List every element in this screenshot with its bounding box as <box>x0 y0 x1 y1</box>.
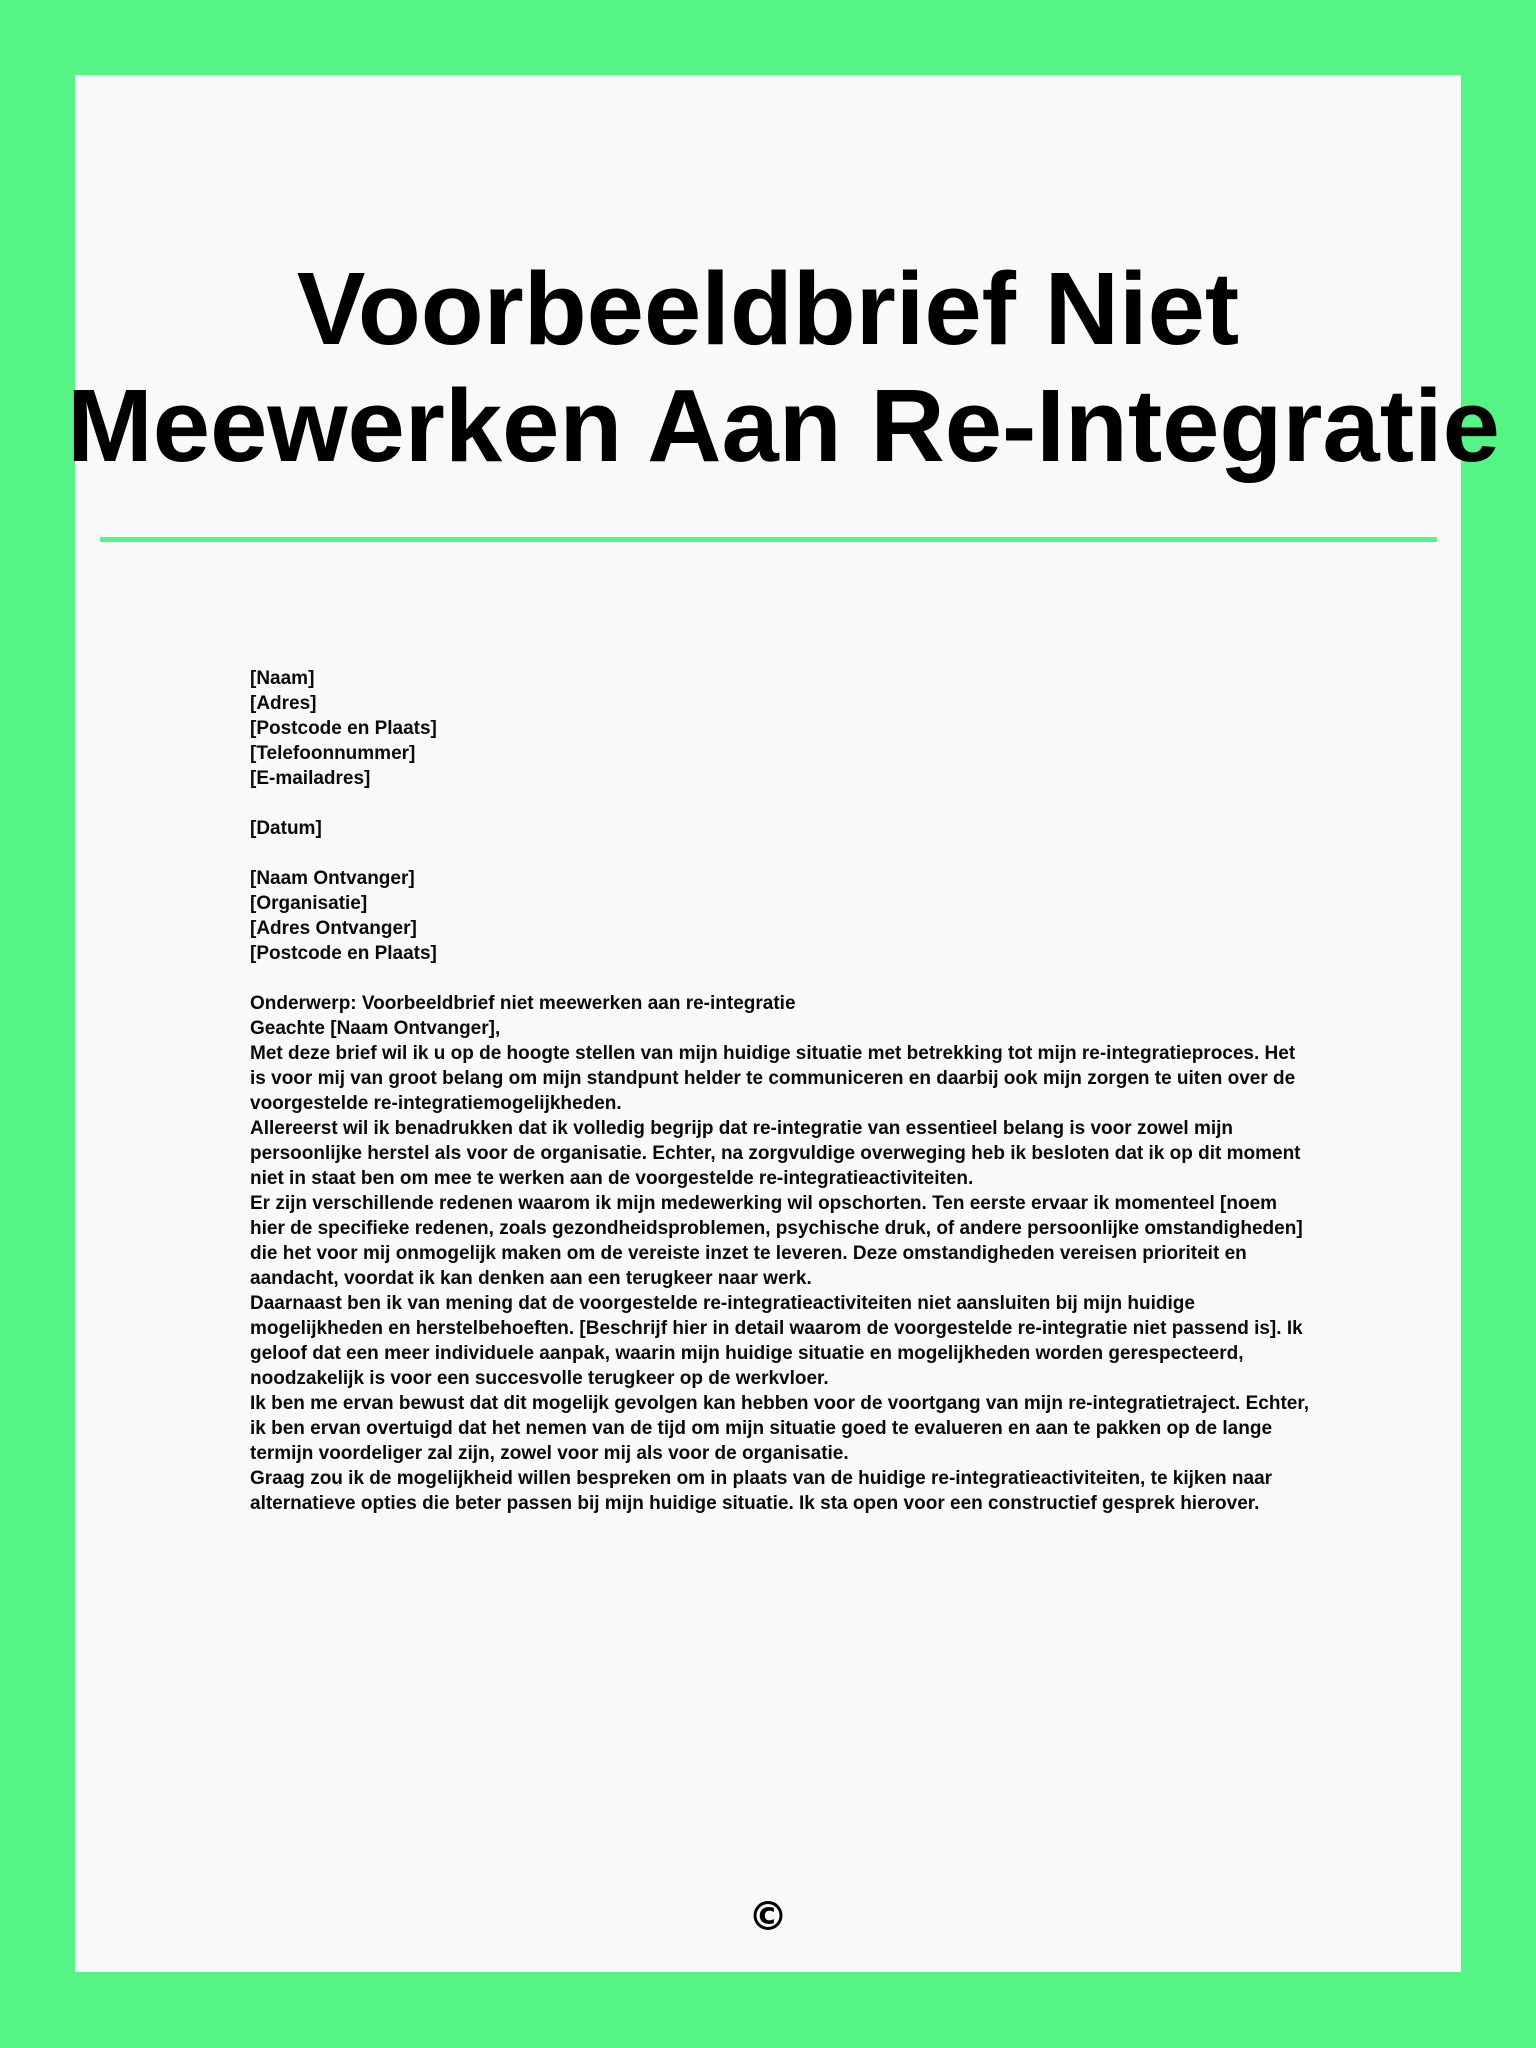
paragraph: Ik ben me ervan bewust dat dit mogelijk gevolgen kan hebben voor de voortgang van mijn re-integratietraject. Echter, ik ben ervan overtuigd dat het nemen van de tijd om mijn situatie goed te evalueren en aan te pakken op de lange termijn voordeliger zal zijn, zowel voor mij als voor de organisatie. <box>250 1393 1309 1464</box>
sender-name: [Naam] <box>250 668 315 689</box>
paragraph: Graag zou ik de mogelijkheid willen bespreken om in plaats van de huidige re-integratieactiviteiten, te kijken naar alternatieve opties die beter passen bij mijn huidige situatie. Ik sta open voor een constructief gesprek hierover. <box>250 1468 1273 1514</box>
title-divider <box>100 537 1437 542</box>
letter-body <box>250 666 1310 1516</box>
recipient-address: [Adres Ontvanger] <box>250 918 417 939</box>
letter-date: [Datum] <box>250 818 322 839</box>
paragraph: Daarnaast ben ik van mening dat de voorgestelde re-integratieactiviteiten niet aansluiten bij mijn huidige mogelijkheden en herstelbehoeften. [Beschrijf hier in detail waarom de voorgestelde re-integratie niet passend is]. Ik geloof dat een meer individuele aanpak, waarin mijn huidige situatie en mogelijkheden worden gerespecteerd, noodzakelijk is voor een succesvolle terugkeer op de werkvloer. <box>250 1293 1303 1389</box>
date-block <box>250 816 1310 841</box>
copyright-symbol: © <box>748 1894 788 1940</box>
sender-email: [E-mailadres] <box>250 768 371 789</box>
letter-subject: Onderwerp: Voorbeeldbrief niet meewerken aan re-integratie <box>250 993 796 1014</box>
recipient-name: [Naam Ontvanger] <box>250 868 415 889</box>
title-line-1: Voorbeeldbrief Niet <box>296 251 1240 366</box>
page-title <box>67 250 1500 484</box>
sender-phone: [Telefoonnummer] <box>250 743 416 764</box>
paragraph: Er zijn verschillende redenen waarom ik mijn medewerking wil opschorten. Ten eerste ervaar ik momenteel [noem hier de specifieke redenen, zoals gezondheidsproblemen, psychische druk, of andere persoonlijke omstandigheden] die het voor mij onmogelijk maken om de vereiste inzet te leveren. Deze omstandigheden vereisen prioriteit en aandacht, voordat ik kan denken aan een terugkeer naar werk. <box>250 1193 1303 1289</box>
recipient-block <box>250 866 1310 966</box>
title-line-2: Meewerken Aan Re-Integratie <box>67 368 1500 483</box>
paragraph: Met deze brief wil ik u op de hoogte stellen van mijn huidige situatie met betrekking tot mijn re-integratieproces. Het is voor mij van groot belang om mijn standpunt helder te communiceren en daarbij ook mijn zorgen te uiten over de voorgestelde re-integratiemogelijkheden. <box>250 1043 1296 1114</box>
document-page <box>67 75 1500 1972</box>
sender-block <box>250 666 1310 791</box>
sender-postcode-city: [Postcode en Plaats] <box>250 718 437 739</box>
letter-salutation: Geachte [Naam Ontvanger], <box>250 1018 501 1039</box>
sender-address: [Adres] <box>250 693 317 714</box>
recipient-postcode-city: [Postcode en Plaats] <box>250 943 437 964</box>
paragraph: Allereerst wil ik benadrukken dat ik volledig begrijp dat re-integratie van essentieel belang is voor zowel mijn persoonlijke herstel als voor de organisatie. Echter, na zorgvuldige overweging heb ik besloten dat ik op dit moment niet in staat ben om mee te werken aan de voorgestelde re-integratieactiviteiten. <box>250 1118 1301 1189</box>
recipient-organisation: [Organisatie] <box>250 893 368 914</box>
